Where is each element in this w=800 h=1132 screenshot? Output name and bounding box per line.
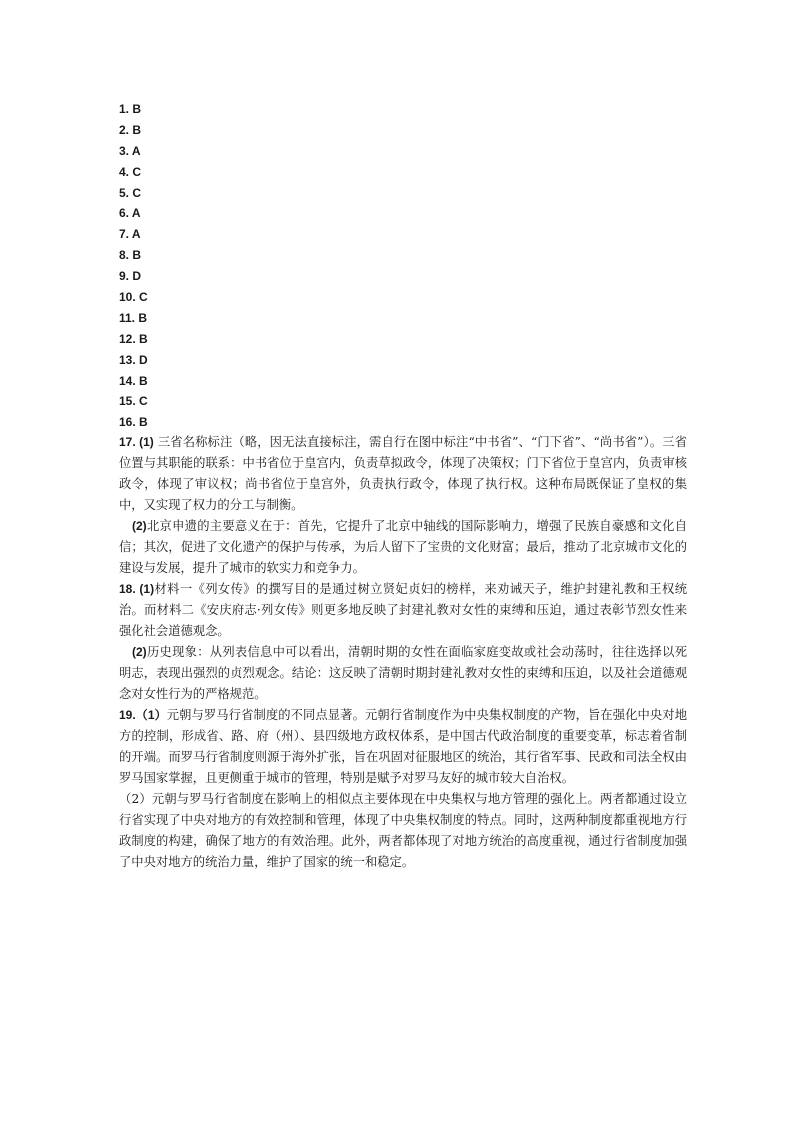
mc-question-number: 1. xyxy=(119,102,130,116)
q18-part1 xyxy=(119,579,687,642)
mc-question-number: 10. xyxy=(119,290,136,305)
mc-question-number: 13. xyxy=(119,352,136,367)
mc-answer-letter: A xyxy=(131,143,141,158)
q19-part1-text: 元朝与罗马行省制度的不同点显著。元朝行省制度作为中央集权制度的产物，旨在强化中央对地方的控制，形成省、路、府（州）、县四级地方政权体系，是中国古代政治制度的重要变革，标志着省制的开端。而罗马行省制度则源于海外扩张，旨在巩固对征服地区的统治，其行省军事、民政和司法全权由罗马国家掌握，且更侧重于城市的管理，特别是赋予对罗马友好的城市较大自治权。 xyxy=(119,708,687,785)
mc-answer-letter: B xyxy=(132,122,142,137)
mc-answer-item xyxy=(119,224,148,245)
mc-answer-item xyxy=(119,308,148,329)
mc-question-number: 2. xyxy=(119,122,130,137)
mc-answer-letter: C xyxy=(139,394,148,409)
q18-part2-number: (2) xyxy=(132,645,147,659)
mc-answer-item xyxy=(119,245,148,266)
mc-question-number: 9. xyxy=(119,269,130,284)
mc-answer-item xyxy=(119,287,148,308)
q17-part1 xyxy=(119,432,687,516)
mc-answer-item xyxy=(119,120,148,141)
subjective-answers xyxy=(119,432,687,873)
mc-answer-item xyxy=(119,350,148,371)
q18-part1-text: 材料一《列女传》的撰写目的是通过树立贤妃贞妇的榜样，来劝诫天子，维护封建礼教和王权统治。而材料二《安庆府志·列女传》则更多地反映了封建礼教对女性的束缚和压迫，通过表彰节烈女性来强化社会道德观念。 xyxy=(119,582,687,638)
mc-question-number: 5. xyxy=(119,185,130,200)
mc-question-number: 8. xyxy=(119,248,130,263)
mc-question-number: 16. xyxy=(119,415,136,430)
q19-part1 xyxy=(119,705,687,789)
mc-question-number: 7. xyxy=(119,227,130,242)
mc-answer-item xyxy=(119,391,148,412)
mc-answer-letter: B xyxy=(139,415,148,430)
mc-answer-item xyxy=(119,162,148,183)
q17-part1-text: 三省名称标注（略，因无法直接标注，需自行在图中标注“中书省”、“门下省”、“尚书省”）。三省位置与其职能的联系：中书省位于皇宫内，负责草拟政令，体现了决策权；门下省位于皇宫内，负责审核政令，体现了审议权；尚书省位于皇宫外，负责执行政令，体现了执行权。这种布局既保证了皇权的集中，又实现了权力的分工与制衡。 xyxy=(119,435,687,512)
q17-number: 17. (1) xyxy=(119,435,154,449)
mc-answer-letter: B xyxy=(139,373,148,388)
mc-question-number: 11. xyxy=(119,310,136,325)
q18-part2 xyxy=(119,642,687,705)
mc-answer-item xyxy=(119,183,148,204)
mc-question-number: 3. xyxy=(119,143,130,158)
q17-part2-number: (2) xyxy=(132,519,147,533)
mc-question-number: 15. xyxy=(119,394,136,409)
q18-number: 18. (1) xyxy=(119,582,155,596)
q19-part2-text: 元朝与罗马行省制度在影响上的相似点主要体现在中央集权与地方管理的强化上。两者都通过设立行省实现了中央对地方的有效控制和管理，体现了中央集权制度的特点。同时，这两种制度都重视地方行政制度的构建，确保了地方的有效治理。此外，两者都体现了对地方统治的高度重视，通过行省制度加强了中央对地方的统治力量，维护了国家的统一和稳定。 xyxy=(119,792,687,869)
mc-answer-item xyxy=(119,266,148,287)
mc-answer-letter: B xyxy=(139,331,148,346)
mc-answer-letter: B xyxy=(132,248,142,263)
mc-answer-item xyxy=(119,412,148,433)
mc-answer-letter: A xyxy=(131,227,141,242)
mc-answer-item xyxy=(119,329,148,350)
q19-part2 xyxy=(119,789,687,873)
mc-answer-letter: A xyxy=(131,206,141,221)
mc-answer-letter: B xyxy=(138,310,148,325)
q19-part2-number: （2） xyxy=(119,792,152,806)
q18-part2-text: 历史现象：从列表信息中可以看出，清朝时期的女性在面临家庭变故或社会动荡时，往往选择以死明志，表现出强烈的贞烈观念。结论：这反映了清朝时期封建礼教对女性的束缚和压迫，以及社会道德观念对女性行为的严格规范。 xyxy=(119,645,687,701)
multiple-choice-answers xyxy=(119,99,148,433)
mc-answer-item xyxy=(119,141,148,162)
q17-part2-text: 北京申遗的主要意义在于：首先，它提升了北京中轴线的国际影响力，增强了民族自豪感和文化自信；其次，促进了文化遗产的保护与传承，为后人留下了宝贵的文化财富；最后，推动了北京城市文化的建设与发展，提升了城市的软实力和竞争力。 xyxy=(119,519,687,575)
q19-number: 19.（1） xyxy=(119,708,167,722)
mc-answer-item xyxy=(119,371,148,392)
mc-answer-letter: D xyxy=(132,269,142,284)
mc-answer-letter: B xyxy=(132,102,142,116)
mc-answer-letter: D xyxy=(139,352,148,367)
mc-answer-letter: C xyxy=(132,185,142,200)
mc-question-number: 6. xyxy=(119,206,130,221)
mc-answer-item xyxy=(119,203,148,224)
mc-question-number: 4. xyxy=(119,164,130,179)
mc-question-number: 14. xyxy=(119,373,136,388)
mc-answer-letter: C xyxy=(139,290,148,305)
mc-answer-letter: C xyxy=(132,164,142,179)
q17-part2 xyxy=(119,516,687,579)
mc-question-number: 12. xyxy=(119,331,136,346)
mc-answer-item xyxy=(119,99,148,120)
